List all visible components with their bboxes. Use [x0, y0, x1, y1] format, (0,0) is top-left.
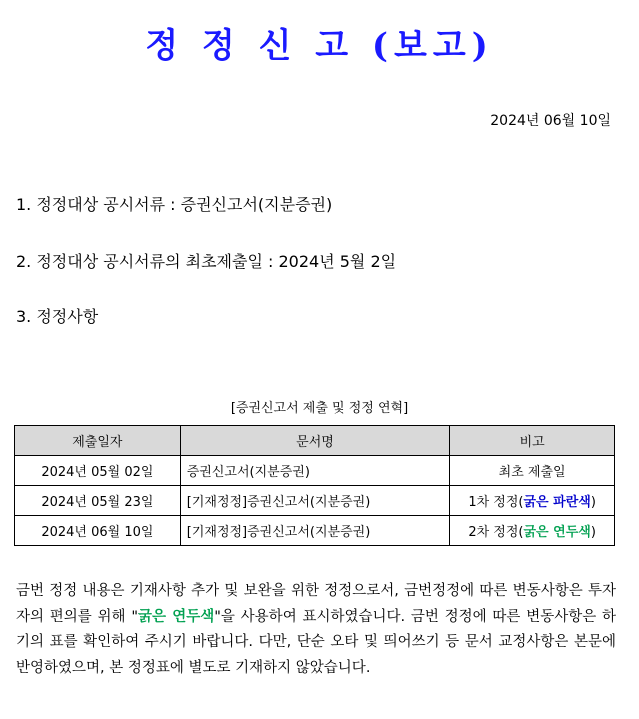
- page-title: 정 정 신 고 (보고): [145, 26, 494, 66]
- item-first-submission-date: 2. 정정대상 공시서류의 최초제출일 : 2024년 5월 2일: [16, 252, 397, 271]
- paragraph-highlight: 굵은 연두색: [138, 608, 215, 625]
- paragraph-part-1: 금번 정정 내용은 기재사항 추가 및 보완을 위한 정정으로서, 금번정정에 따른 변동사항은 투자자의 편의를 위해 ": [16, 583, 616, 625]
- remark-green-marker: 굵은 연두색: [523, 525, 591, 540]
- header-submission-date: 제출일자: [15, 426, 181, 456]
- cell-document: [기재정정]증권신고서(지분증권): [180, 516, 450, 546]
- report-date: 2024년 06월 10일: [490, 113, 611, 129]
- explanation-paragraph: [16, 579, 616, 681]
- cell-remark: [450, 486, 615, 516]
- cell-date: 2024년 05월 23일: [15, 486, 181, 516]
- header-document-name: 문서명: [180, 426, 450, 456]
- cell-date: 2024년 06월 10일: [15, 516, 181, 546]
- cell-document: [기재정정]증권신고서(지분증권): [180, 486, 450, 516]
- header-remarks: 비고: [450, 426, 615, 456]
- item-correction-details: 3. 정정사항: [16, 307, 99, 326]
- table-header-row: [15, 426, 615, 456]
- remark-prefix: 2차 정정(: [468, 525, 524, 540]
- table-row: [15, 516, 615, 546]
- correction-history-table: [14, 425, 615, 546]
- paragraph-part-2: "을 사용하여 표시하였습니다. 금번 정정에 따른 변동사항은 하기의 표를 확인하여 주시기 바랍니다. 다만, 단순 오타 및 띄어쓰기 등 문서 교정사항은 본문에 반영하였으며, 본 정정표에 별도로 기재하지 않았습니다.: [16, 608, 616, 676]
- table-row: [15, 456, 615, 486]
- remark-suffix: ): [590, 525, 596, 540]
- item-target-document: 1. 정정대상 공시서류 : 증권신고서(지분증권): [16, 195, 333, 214]
- cell-remark: 최초 제출일: [450, 456, 615, 486]
- cell-remark: [450, 516, 615, 546]
- cell-date: 2024년 05월 02일: [15, 456, 181, 486]
- remark-blue-marker: 굵은 파란색: [523, 495, 591, 510]
- remark-suffix: ): [590, 495, 596, 510]
- remark-prefix: 1차 정정(: [468, 495, 524, 510]
- cell-document: 증권신고서(지분증권): [180, 456, 450, 486]
- table-caption: [증권신고서 제출 및 정정 연혁]: [230, 401, 409, 416]
- table-row: [15, 486, 615, 516]
